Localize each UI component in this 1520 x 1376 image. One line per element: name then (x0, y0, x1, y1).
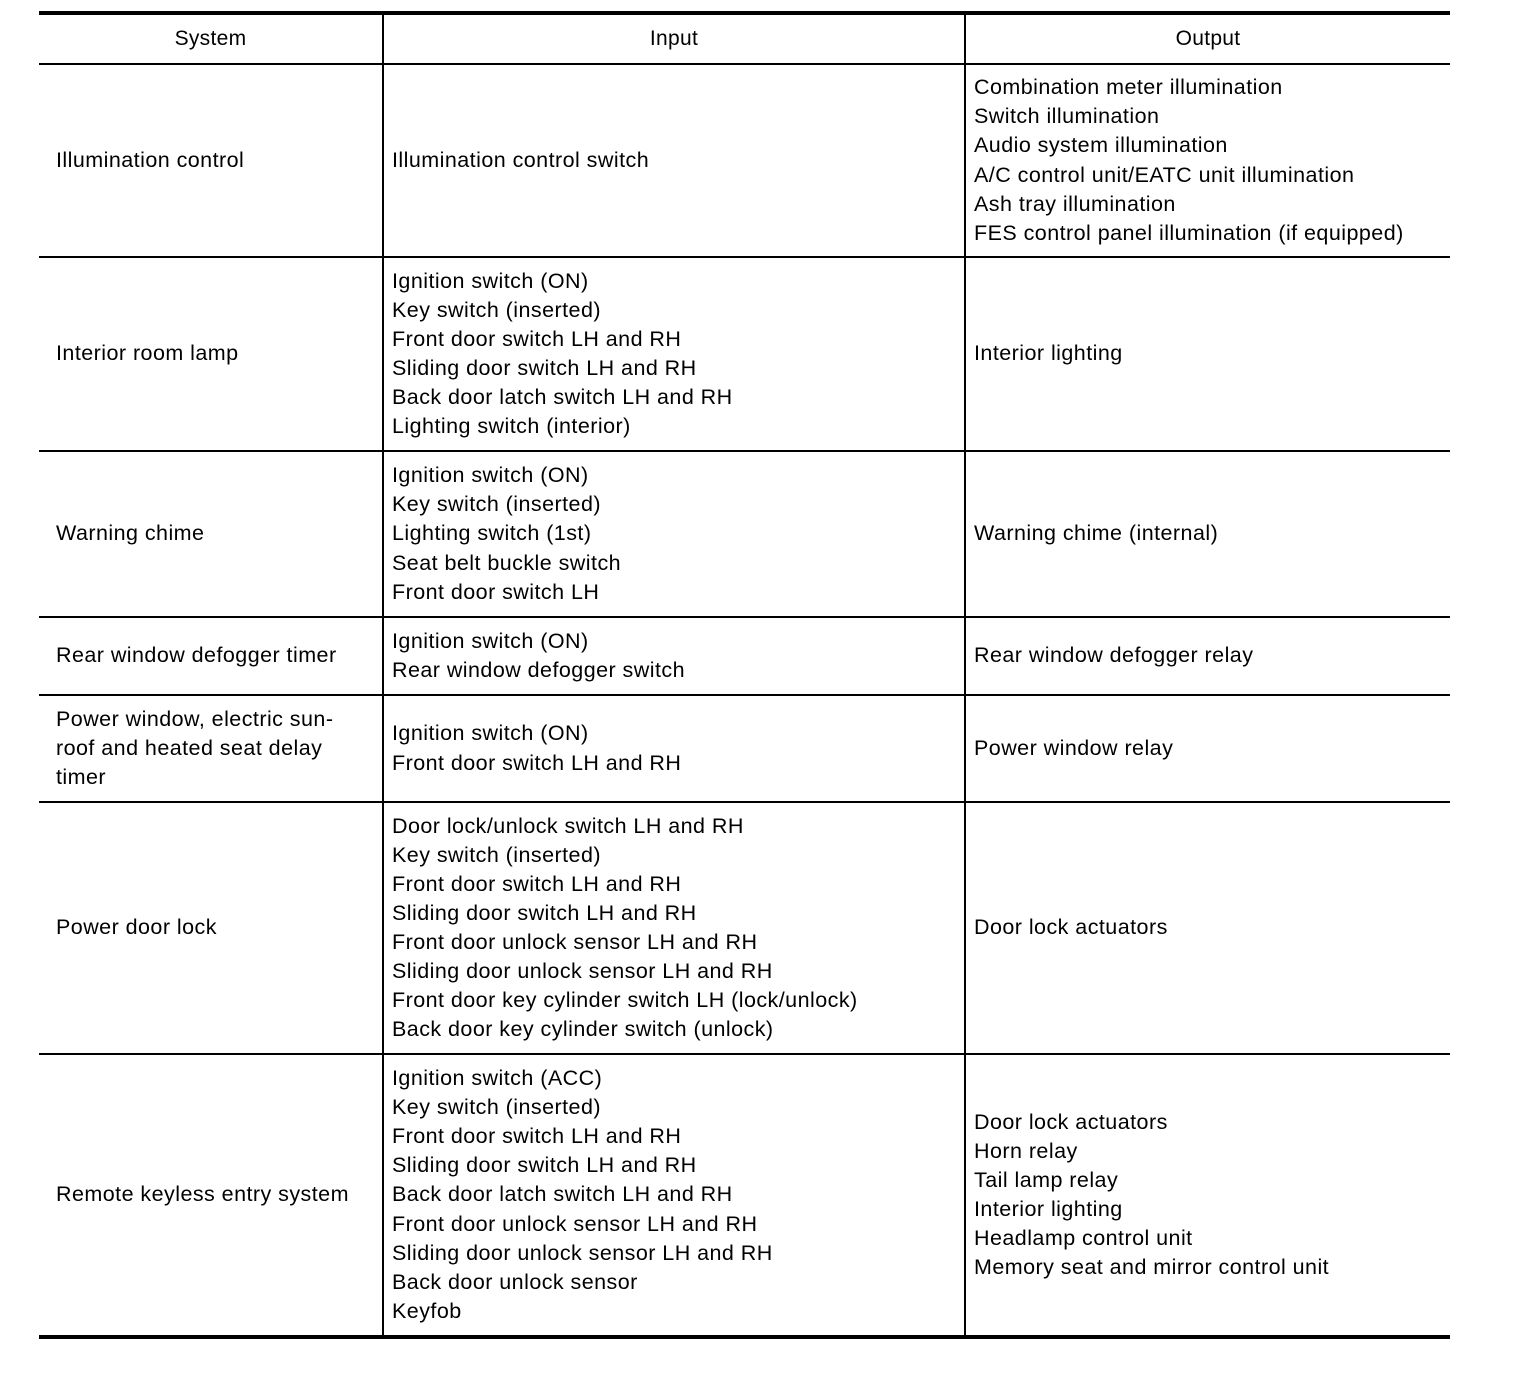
output-line: A/C control unit/EATC unit illumination (974, 162, 1355, 187)
input-line: Front door switch LH and RH (392, 871, 682, 896)
header-row (39, 13, 1450, 64)
input-line: Keyfob (392, 1298, 462, 1323)
input-cell (383, 451, 965, 617)
input-line: Sliding door unlock sensor LH and RH (392, 1240, 773, 1265)
input-line: Sliding door unlock sensor LH and RH (392, 959, 773, 984)
output-cell (965, 257, 1450, 451)
input-line: Front door unlock sensor LH and RH (392, 930, 758, 954)
input-line: Ignition switch (ON) (392, 721, 589, 746)
input-line: Back door unlock sensor (392, 1269, 638, 1294)
output-line: Headlamp control unit (974, 1226, 1193, 1251)
input-line: Seat belt buckle switch (392, 550, 622, 575)
output-line: Rear window defogger relay (974, 643, 1254, 668)
table-body (39, 64, 1450, 1337)
output-line: Ash tray illumination (974, 191, 1176, 216)
input-line: Back door latch switch LH and RH (392, 1182, 733, 1207)
output-line: Tail lamp relay (974, 1167, 1119, 1192)
system-line: Interior room lamp (56, 341, 239, 366)
system-line: Remote keyless entry system (56, 1182, 349, 1207)
input-line: Ignition switch (ACC) (392, 1066, 603, 1091)
header-system: System (39, 13, 383, 64)
system-line: Power window, electric sun- (56, 706, 334, 731)
input-line: Ignition switch (ON) (392, 268, 589, 293)
system-cell (39, 451, 383, 617)
output-line: Switch illumination (974, 104, 1160, 129)
system-line: Illumination control (56, 147, 245, 172)
input-line: Ignition switch (ON) (392, 463, 589, 488)
system-cell (39, 257, 383, 451)
system-cell (39, 64, 383, 257)
output-line: Audio system illumination (974, 133, 1228, 158)
input-line: Door lock/unlock switch LH and RH (392, 813, 744, 838)
table-row (39, 451, 1450, 617)
output-cell (965, 64, 1450, 257)
input-line: Lighting switch (1st) (392, 521, 592, 546)
input-line: Key switch (inserted) (392, 492, 601, 517)
input-line: Key switch (inserted) (392, 842, 601, 867)
input-cell (383, 617, 965, 695)
input-line: Rear window defogger switch (392, 658, 685, 682)
input-line: Sliding door switch LH and RH (392, 356, 697, 380)
input-line: Front door switch LH and RH (392, 326, 682, 351)
output-line: Combination meter illumination (974, 75, 1283, 100)
output-line: FES control panel illumination (if equipped) (974, 220, 1404, 245)
input-line: Key switch (inserted) (392, 297, 601, 322)
table-row (39, 257, 1450, 451)
table-row (39, 695, 1450, 802)
output-line: Power window relay (974, 735, 1174, 760)
system-line: roof and heated seat delay (56, 735, 323, 760)
input-line: Back door latch switch LH and RH (392, 385, 733, 410)
input-line: Key switch (inserted) (392, 1095, 601, 1120)
header-input: Input (383, 13, 965, 64)
input-line: Sliding door switch LH and RH (392, 900, 697, 925)
system-line: Rear window defogger timer (56, 643, 337, 668)
input-line: Back door key cylinder switch (unlock) (392, 1017, 774, 1042)
input-cell (383, 64, 965, 257)
output-cell (965, 451, 1450, 617)
output-line: Memory seat and mirror control unit (974, 1255, 1330, 1280)
input-line: Front door unlock sensor LH and RH (392, 1211, 758, 1236)
input-line: Front door switch LH (392, 579, 600, 604)
system-cell (39, 802, 383, 1054)
input-line: Ignition switch (ON) (392, 628, 589, 653)
input-line: Front door key cylinder switch LH (lock/unlock) (392, 988, 858, 1013)
input-cell (383, 1054, 965, 1337)
output-cell (965, 1054, 1450, 1337)
input-cell (383, 257, 965, 451)
output-line: Interior lighting (974, 1197, 1123, 1221)
output-line: Horn relay (974, 1138, 1078, 1163)
system-cell (39, 617, 383, 695)
input-cell (383, 695, 965, 802)
system-cell (39, 1054, 383, 1337)
input-line: Sliding door switch LH and RH (392, 1153, 697, 1178)
input-line: Lighting switch (interior) (392, 414, 631, 439)
output-cell (965, 802, 1450, 1054)
header-output: Output (965, 13, 1450, 64)
output-line: Door lock actuators (974, 1109, 1168, 1134)
system-line: Warning chime (56, 521, 205, 546)
input-line: Front door switch LH and RH (392, 750, 682, 775)
input-cell (383, 802, 965, 1054)
output-line: Door lock actuators (974, 915, 1168, 940)
system-line: timer (56, 765, 107, 790)
system-cell (39, 695, 383, 802)
output-line: Warning chime (internal) (974, 521, 1219, 546)
table-row (39, 617, 1450, 695)
table-row (39, 802, 1450, 1054)
output-line: Interior lighting (974, 341, 1123, 366)
input-line: Front door switch LH and RH (392, 1124, 682, 1149)
table-row (39, 64, 1450, 257)
system-io-table (39, 11, 1450, 1339)
input-line: Illumination control switch (392, 147, 650, 172)
system-line: Power door lock (56, 915, 217, 940)
output-cell (965, 695, 1450, 802)
output-cell (965, 617, 1450, 695)
table-row (39, 1054, 1450, 1337)
